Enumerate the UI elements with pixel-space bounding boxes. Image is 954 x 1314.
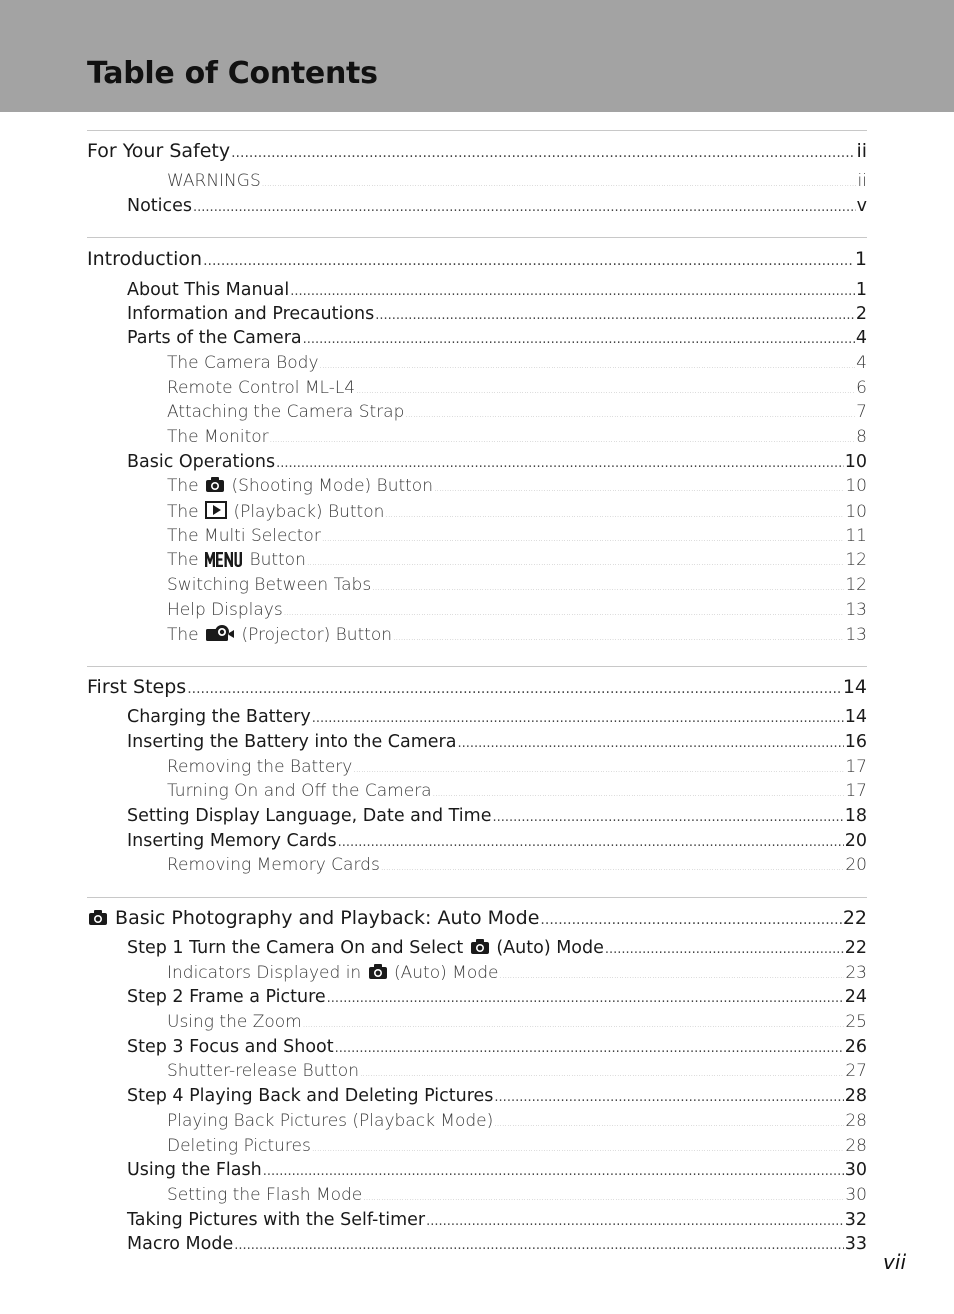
toc-entry-page: 10 <box>845 502 867 522</box>
projector-icon <box>205 624 235 647</box>
section-divider <box>87 666 867 667</box>
dot-leader <box>312 711 844 726</box>
toc-entry-using-the-flash[interactable] <box>127 1160 867 1180</box>
toc-entry-page: 10 <box>844 452 867 472</box>
camera-icon <box>88 909 108 931</box>
toc-entry-title <box>167 624 392 647</box>
toc-entry-title <box>167 575 371 595</box>
toc-entry-page: 28 <box>844 1086 867 1106</box>
dot-leader <box>433 789 845 798</box>
toc-entry-title <box>167 963 498 985</box>
toc-entry-title <box>87 676 186 698</box>
dot-leader <box>290 284 855 299</box>
page-number: vii <box>883 1250 906 1274</box>
dot-leader <box>284 608 845 617</box>
section-divider <box>87 237 867 238</box>
toc-entry-title <box>167 427 269 447</box>
toc-entry-title <box>127 806 491 826</box>
toc-entry-page: 1 <box>854 248 867 270</box>
toc-entry-title-text: (Shooting Mode) Button <box>231 476 433 496</box>
toc-entry-warnings[interactable] <box>167 171 867 191</box>
toc-entry-title <box>167 526 321 546</box>
toc-entry-information-and-precautions[interactable] <box>127 304 867 324</box>
toc-entry-title <box>167 855 380 875</box>
dot-leader <box>540 912 841 928</box>
toc-entry-title-text: The Camera Body <box>167 353 319 373</box>
toc-entry-title-text: Playing Back Pictures (Playback Mode) <box>167 1111 494 1131</box>
toc-entry-title <box>127 280 289 300</box>
toc-entry-page: 4 <box>856 353 867 373</box>
toc-entry-introduction[interactable] <box>87 248 867 270</box>
toc-entry-the-camera-body[interactable] <box>167 353 867 373</box>
toc-entry-title-text: Help Displays <box>167 600 283 620</box>
dot-leader <box>327 991 844 1006</box>
toc-entry-title-text: Removing Memory Cards <box>167 855 380 875</box>
toc-entry-title-text: Shutter-release Button <box>167 1061 359 1081</box>
toc-entry-parts-of-the-camera[interactable] <box>127 328 867 348</box>
toc-entry-indicators-displayed-in-auto-mode[interactable] <box>167 963 867 985</box>
toc-entry-remote-control-ml-l4[interactable] <box>167 378 867 398</box>
toc-entry-page: 13 <box>845 600 867 620</box>
toc-entry-page: 12 <box>845 575 867 595</box>
toc-entry-title-text: (Auto) Mode <box>496 938 604 958</box>
toc-entry-title-prefix: The <box>167 502 199 522</box>
toc-entry-title-text: (Playback) Button <box>233 502 385 522</box>
toc-entry-step-2-frame-a-picture[interactable] <box>127 987 867 1007</box>
dot-leader <box>405 410 855 419</box>
toc-entry-title <box>127 328 302 348</box>
toc-entry-page: 22 <box>842 907 867 929</box>
toc-entry-title-text: Removing the Battery <box>167 757 353 777</box>
dot-leader <box>492 810 843 825</box>
toc-entry-title-text: Macro Mode <box>127 1234 234 1254</box>
toc-entry-charging-the-battery[interactable] <box>127 707 867 727</box>
dot-leader <box>263 1164 844 1179</box>
toc-entry-title <box>87 140 230 162</box>
toc-entry-title <box>127 452 275 472</box>
toc-entry-turning-on-and-off-the-camera[interactable] <box>167 781 867 801</box>
toc-entry-page: 17 <box>845 757 867 777</box>
dot-leader <box>499 971 844 980</box>
toc-entry-title-text: Basic Operations <box>127 452 276 472</box>
toc-entry-title-prefix: Step 1 Turn the Camera On and Select <box>127 938 464 958</box>
toc-entry-the-shooting-mode-button[interactable] <box>167 476 867 498</box>
toc-entry-title-text: Basic Photography and Playback: Auto Mode <box>115 907 540 929</box>
toc-entry-page: 13 <box>845 625 867 645</box>
toc-entry-page: ii <box>856 140 867 162</box>
toc-entry-title-text: Using the Flash <box>127 1160 262 1180</box>
toc-entry-page: ii <box>857 171 867 191</box>
toc-entry-title <box>127 938 604 960</box>
dot-leader <box>276 456 844 471</box>
toc-entry-title <box>127 1037 334 1057</box>
toc-entry-title <box>87 248 202 270</box>
toc-entry-removing-memory-cards[interactable] <box>167 855 867 875</box>
dot-leader <box>307 558 845 567</box>
dot-leader <box>353 765 844 774</box>
toc-entry-title <box>167 476 433 498</box>
dot-leader <box>363 1193 844 1202</box>
toc-entry-title-text: Information and Precautions <box>127 304 375 324</box>
toc-entry-title-text: Inserting the Battery into the Camera <box>127 732 457 752</box>
toc-entry-the-monitor[interactable] <box>167 427 867 447</box>
dot-leader <box>494 1090 843 1105</box>
dot-leader <box>193 200 856 215</box>
toc-entry-page: 30 <box>844 1160 867 1180</box>
toc-entry-page: 32 <box>844 1210 867 1230</box>
toc-entry-title-text: Using the Zoom <box>167 1012 302 1032</box>
dot-leader <box>303 1020 845 1029</box>
toc-entry-page: 4 <box>855 328 867 348</box>
toc-entry-title-prefix: The <box>167 550 199 570</box>
toc-entry-title <box>127 1160 262 1180</box>
toc-entry-first-steps[interactable] <box>87 676 867 698</box>
toc-entry-page: 23 <box>845 963 867 983</box>
toc-entry-title <box>167 757 352 777</box>
page-title: Table of Contents <box>87 56 378 91</box>
toc-entry-step-1-turn-the-camera-on-and-select-auto-mode[interactable] <box>127 938 867 960</box>
toc-entry-page: 20 <box>844 831 867 851</box>
toc-entry-title <box>127 732 456 752</box>
toc-entry-page: 26 <box>844 1037 867 1057</box>
toc-entry-title-text: About This Manual <box>127 280 290 300</box>
toc-entry-page: 28 <box>845 1111 867 1131</box>
dot-leader <box>303 332 855 347</box>
toc-entry-page: 30 <box>845 1185 867 1205</box>
playback-icon <box>205 501 227 524</box>
toc-entry-removing-the-battery[interactable] <box>167 757 867 777</box>
toc-entry-title-text: (Projector) Button <box>241 625 393 645</box>
toc-entry-title-text: The Monitor <box>167 427 269 447</box>
toc-entry-title-prefix: Indicators Displayed in <box>167 963 362 983</box>
dot-leader <box>312 1144 845 1153</box>
toc-entry-title <box>167 600 283 620</box>
dot-leader <box>494 1119 844 1128</box>
toc-entry-title-text: For Your Safety <box>87 140 231 162</box>
toc-entry-title <box>127 304 374 324</box>
toc-entry-step-3-focus-and-shoot[interactable] <box>127 1037 867 1057</box>
dot-leader <box>605 942 844 957</box>
toc-entry-title <box>167 402 404 422</box>
toc-entry-title <box>127 1210 425 1230</box>
toc-entry-title-text: Turning On and Off the Camera <box>167 781 432 801</box>
camera-icon <box>368 963 388 985</box>
toc-entry-title-text: Setting the Flash Mode <box>167 1185 363 1205</box>
toc-entry-title-text: Step 2 Frame a Picture <box>127 987 326 1007</box>
camera-icon <box>470 938 490 960</box>
toc-entry-title-text: Deleting Pictures <box>167 1136 311 1156</box>
toc-entry-basic-photography-and-playback-auto-mode[interactable] <box>87 907 867 931</box>
toc-entry-page: 14 <box>842 676 867 698</box>
dot-leader <box>320 361 856 370</box>
toc-entry-page: 24 <box>844 987 867 1007</box>
toc-entry-page: 28 <box>845 1136 867 1156</box>
toc-entry-title-text: Inserting Memory Cards <box>127 831 337 851</box>
toc-entry-page: 22 <box>844 938 867 958</box>
toc-entry-taking-pictures-with-the-self-timer[interactable] <box>127 1210 867 1230</box>
toc-entry-attaching-the-camera-strap[interactable] <box>167 402 867 422</box>
toc-entry-using-the-zoom[interactable] <box>167 1012 867 1032</box>
toc-entry-title <box>167 1061 359 1081</box>
toc-entry-title-text: Switching Between Tabs <box>167 575 372 595</box>
dot-leader <box>270 435 856 444</box>
toc-entry-deleting-pictures[interactable] <box>167 1136 867 1156</box>
toc-entry-the-playback-button[interactable] <box>167 501 867 524</box>
toc-entry-title <box>127 707 311 727</box>
dot-leader <box>338 835 844 850</box>
toc-entry-title <box>167 171 261 191</box>
dot-leader <box>434 484 844 493</box>
toc-entry-title-text: Charging the Battery <box>127 707 311 727</box>
toc-entry-setting-display-language-date-and-time[interactable] <box>127 806 867 826</box>
section-divider <box>87 130 867 131</box>
toc-entry-title-text: First Steps <box>87 676 187 698</box>
toc-entry-page: 20 <box>845 855 867 875</box>
toc-entry-title <box>167 550 306 572</box>
dot-leader <box>375 308 855 323</box>
dot-leader <box>385 510 844 519</box>
toc-entry-page: 12 <box>845 550 867 570</box>
toc-entry-title <box>127 1086 493 1106</box>
toc-entry-title-prefix: The <box>167 476 199 496</box>
toc-entry-inserting-the-battery-into-the-camera[interactable] <box>127 732 867 752</box>
dot-leader <box>187 681 842 697</box>
toc-entry-page: 27 <box>845 1061 867 1081</box>
toc-entry-page: v <box>856 196 867 216</box>
dot-leader <box>360 1069 844 1078</box>
toc-entry-title-text: Setting Display Language, Date and Time <box>127 806 492 826</box>
dot-leader <box>234 1238 844 1253</box>
section-divider <box>87 897 867 898</box>
toc-entry-title-text: Taking Pictures with the Self-timer <box>127 1210 426 1230</box>
dot-leader <box>356 386 855 395</box>
toc-entry-about-this-manual[interactable] <box>127 280 867 300</box>
dot-leader <box>335 1041 844 1056</box>
toc-entry-page: 11 <box>845 526 867 546</box>
menu-icon <box>205 552 243 572</box>
toc-entry-title <box>127 196 192 216</box>
toc-entry-title <box>167 1012 302 1032</box>
toc-entry-title-text: Notices <box>127 196 193 216</box>
toc-entry-inserting-memory-cards[interactable] <box>127 831 867 851</box>
toc-entry-title-text: Step 3 Focus and Shoot <box>127 1037 334 1057</box>
toc-entry-page: 2 <box>855 304 867 324</box>
toc-entry-notices[interactable] <box>127 196 867 216</box>
toc-entry-title-prefix: The <box>167 625 199 645</box>
toc-entry-switching-between-tabs[interactable] <box>167 575 867 595</box>
toc-entry-title <box>127 1234 233 1254</box>
toc-entry-title-text: Step 4 Playing Back and Deleting Pictures <box>127 1086 494 1106</box>
dot-leader <box>426 1214 844 1229</box>
toc-entry-title-text: Remote Control ML-L4 <box>167 378 356 398</box>
toc-entry-help-displays[interactable] <box>167 600 867 620</box>
toc-entry-macro-mode[interactable] <box>127 1234 867 1254</box>
dot-leader <box>231 145 855 161</box>
toc-entry-title <box>167 1185 362 1205</box>
toc-entry-page: 16 <box>844 732 867 752</box>
toc-entry-shutter-release-button[interactable] <box>167 1061 867 1081</box>
toc-entry-title <box>167 378 355 398</box>
toc-entry-title-text: The Multi Selector <box>167 526 321 546</box>
toc-entry-page: 18 <box>844 806 867 826</box>
toc-entry-title <box>167 501 384 524</box>
camera-icon <box>205 476 225 498</box>
toc-entry-page: 33 <box>844 1234 867 1254</box>
toc-entry-title-text: Parts of the Camera <box>127 328 302 348</box>
toc-entry-the-projector-button[interactable] <box>167 624 867 647</box>
dot-leader <box>393 633 844 642</box>
dot-leader <box>381 863 845 872</box>
toc-entry-page: 6 <box>856 378 867 398</box>
dot-leader <box>457 736 843 751</box>
toc-entry-page: 17 <box>845 781 867 801</box>
toc-entry-playing-back-pictures-playback-mode[interactable] <box>167 1111 867 1131</box>
toc-entry-page: 25 <box>845 1012 867 1032</box>
toc-entry-title <box>167 1111 493 1131</box>
toc-entry-title-text: Introduction <box>87 248 203 270</box>
toc-entry-title-text: Attaching the Camera Strap <box>167 402 405 422</box>
toc-entry-title <box>167 781 432 801</box>
toc-entry-page: 8 <box>856 427 867 447</box>
toc-entry-the-button[interactable] <box>167 550 867 572</box>
toc-entry-step-4-playing-back-and-deleting-pictures[interactable] <box>127 1086 867 1106</box>
toc-entry-title <box>167 353 319 373</box>
toc-entry-page: 1 <box>855 280 867 300</box>
toc-entry-basic-operations[interactable] <box>127 452 867 472</box>
dot-leader <box>203 253 854 269</box>
toc-entry-title <box>127 831 337 851</box>
toc-entry-setting-the-flash-mode[interactable] <box>167 1185 867 1205</box>
toc-entry-page: 7 <box>856 402 867 422</box>
toc-entry-title <box>87 907 539 931</box>
toc-entry-title-text: (Auto) Mode <box>394 963 499 983</box>
toc-entry-page: 14 <box>844 707 867 727</box>
toc-entry-the-multi-selector[interactable] <box>167 526 867 546</box>
toc-entry-title-text: Button <box>249 550 306 570</box>
toc-entry-page: 10 <box>845 476 867 496</box>
toc-entry-for-your-safety[interactable] <box>87 140 867 162</box>
dot-leader <box>322 534 845 543</box>
toc-entry-title-text: WARNINGS <box>167 171 261 191</box>
dot-leader <box>372 583 844 592</box>
dot-leader <box>262 179 857 188</box>
toc-entry-title <box>167 1136 311 1156</box>
toc-entry-title <box>127 987 326 1007</box>
